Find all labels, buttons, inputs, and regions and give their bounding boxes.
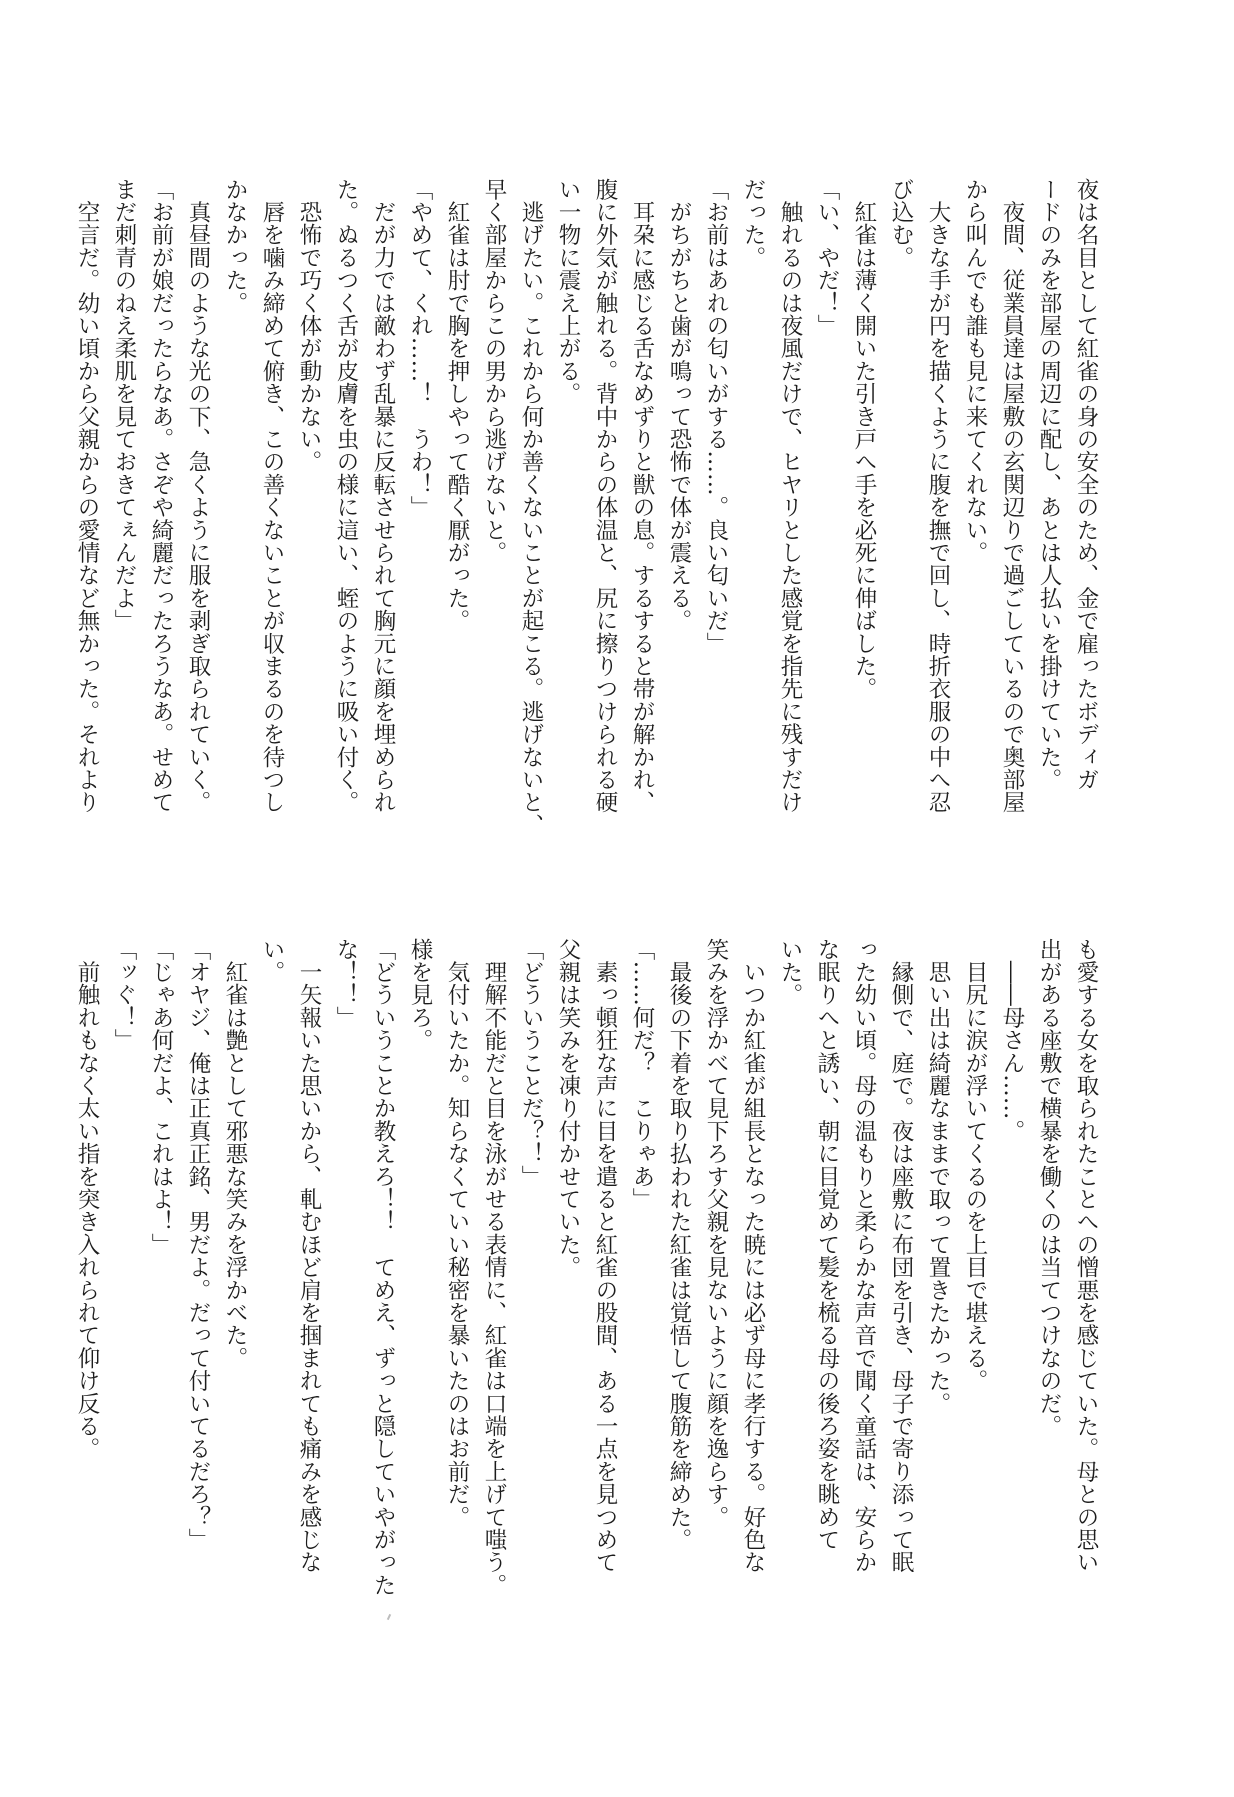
text-line: 「い、やだ！」 [814,178,840,337]
text-line: ――母さん……。 [999,938,1025,1143]
text-line: かなかった。 [222,178,248,315]
text-line: 父親は笑みを凍り付かせていた。 [555,938,581,1279]
text-line: 唇を噛み締めて俯き、この善くないことが収まるのを待つし [259,178,285,814]
text-line: 耳朶に感じる舌なめずりと獣の息。するすると帯が解かれ、 [629,178,655,814]
text-line: 空言だ。幼い頃から父親からの愛情など無かった。それより [74,178,100,814]
text-line: び込む。 [888,178,914,269]
text-line: 「やめて、くれ……！ うわ！」 [407,178,433,519]
text-line: 早く部屋からこの男から逃げないと。 [481,178,507,564]
text-line: だが力では敵わず乱暴に反転させられて胸元に顔を埋められ [370,178,396,814]
text-line: 一矢報いた思いから、軋むほど肩を掴まれても痛みを感じな [296,938,322,1574]
text-line: 縁側で、庭で。夜は座敷に布団を引き、母子で寄り添って眠 [888,938,914,1574]
text-line: い一物に震え上がる。 [555,178,581,405]
text-line: 「どういうことだ？！」 [518,938,544,1188]
text-line: 腹に外気が触れる。背中からの体温と、尻に擦りつけられる硬 [592,178,618,814]
text-line: 「じゃあ何だよ、これはよ！」 [148,938,174,1256]
text-line: った幼い頃。母の温もりと柔らかな声音で聞く童話は、安らか [851,938,877,1574]
text-line: 笑みを浮かべて見下ろす父親を見ないように顔を逸らす。 [703,938,729,1529]
text-line: 理解不能だと目を泳がせる表情に、紅雀は口端を上げて嗤う。 [481,938,507,1597]
text-line: いた。 [777,938,803,1007]
upper-text-block [74,178,1104,868]
text-line: 触れるのは夜風だけで、ヒヤリとした感覚を指先に残すだけ [777,178,803,814]
text-line: 逃げたい。これから何か善くないことが起こる。逃げないと、 [518,178,544,837]
text-line: 「どういうことか教えろ！！ てめえ、ずっと隠していやがった [370,938,396,1597]
text-line: 真昼間のような光の下、急くように服を剥ぎ取られていく。 [185,178,211,814]
text-line: 最後の下着を取り払われた紅雀は覚悟して腹筋を締めた。 [666,938,692,1551]
text-line: 「お前はあれの匂いがする……。良い匂いだ」 [703,178,729,655]
text-line: 紅雀は肘で胸を押しやって酷く厭がった。 [444,178,470,632]
text-line: 様を見ろ。 [407,938,433,1052]
text-line: 思い出は綺麗なままで取って置きたかった。 [925,938,951,1415]
text-line: た。ぬるつく舌が皮膚を虫の様に這い、蛭のように吸い付く。 [333,178,359,814]
text-line: 紅雀は艶として邪悪な笑みを浮かべた。 [222,938,248,1370]
text-line: い。 [259,938,285,984]
text-line: 「……何だ？ こりゃあ」 [629,938,655,1211]
text-line: がちがちと歯が鳴って恐怖で体が震える。 [666,178,692,632]
text-line: 「オヤジ、俺は正真正銘、男だよ。だって付いてるだろ？」 [185,938,211,1551]
text-line: ードのみを部屋の周辺に配し、あとは人払いを掛けていた。 [1036,178,1062,791]
text-line: も愛する女を取られたことへの憎悪を感じていた。母との思い [1073,938,1099,1574]
text-line: 夜は名目として紅雀の身の安全のため、金で雇ったボディガ [1073,178,1099,791]
text-line: 紅雀は薄く開いた引き戸へ手を必死に伸ばした。 [851,178,877,701]
text-line: な眠りへと誘い、朝に目覚めて髪を梳る母の後ろ姿を眺めて [814,938,840,1551]
text-line: 夜間、従業員達は屋敷の玄関辺りで過ごしているので奥部屋 [999,178,1025,814]
text-line: だった。 [740,178,766,269]
text-line: 大きな手が円を描くように腹を撫で回し、時折衣服の中へ忍 [925,178,951,814]
text-line: まだ刺青のねえ柔肌を見ておきてぇんだよ」 [111,178,137,632]
text-line: いつか紅雀が組長となった暁には必ず母に孝行する。好色な [740,938,766,1574]
text-line: 「ッぐ！」 [111,938,137,1052]
text-line: 素っ頓狂な声に目を遣ると紅雀の股間、ある一点を見つめて [592,938,618,1574]
text-line: 気付いたか。知らなくていい秘密を暴いたのはお前だ。 [444,938,470,1529]
text-line: 目尻に涙が浮いてくるのを上目で堪える。 [962,938,988,1392]
text-line: 恐怖で巧く体が動かない。 [296,178,322,474]
text-line: 出がある座敷で横暴を働くのは当てつけなのだ。 [1036,938,1062,1438]
text-line: 前触れもなく太い指を突き入れられて仰け反る。 [74,938,100,1461]
lower-text-block [74,938,1104,1708]
text-line: 「お前が娘だったらなあ。さぞや綺麗だったろうなあ。せめて [148,178,174,814]
text-line: から叫んでも誰も見に来てくれない。 [962,178,988,564]
text-line: な！！」 [333,938,359,1029]
